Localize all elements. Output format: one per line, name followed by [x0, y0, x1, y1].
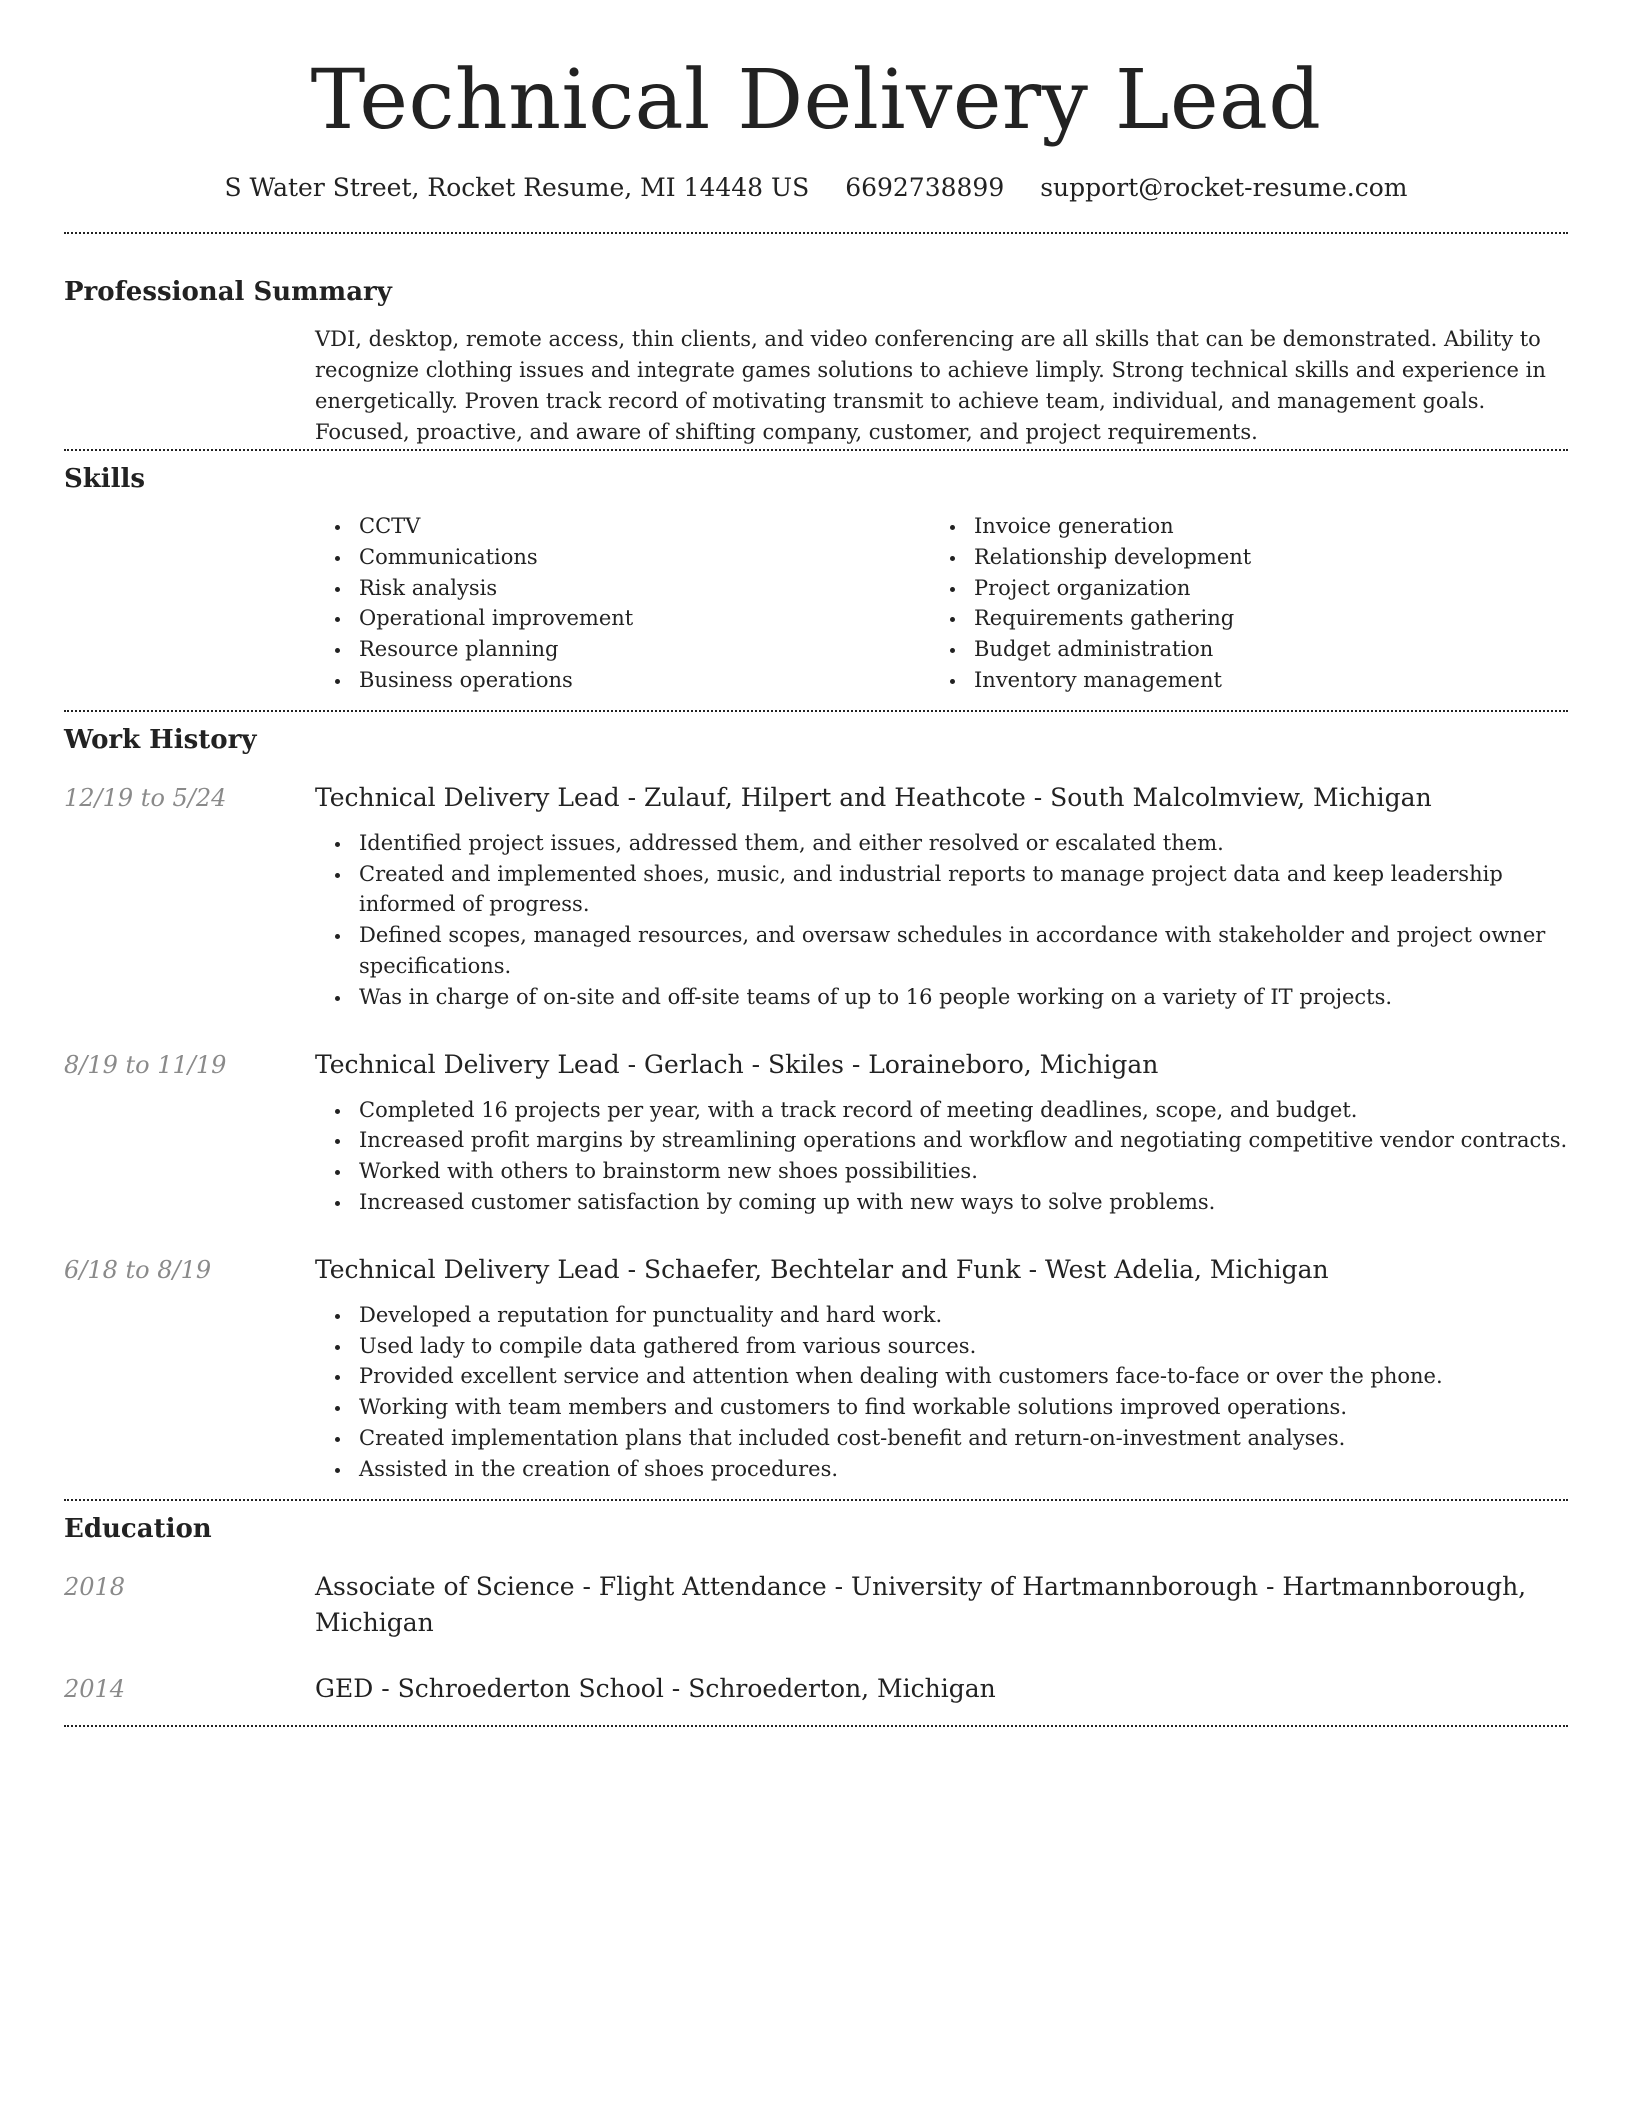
education-year: 2014 — [64, 1674, 126, 1703]
duty-item: Increased profit margins by streamlining operations and workflow and negotiating competitive vendor contracts. — [315, 1125, 1568, 1156]
education-details: Associate of Science - Flight Attendance - University of Hartmannborough - Hartmannborough, Michigan — [315, 1571, 1527, 1637]
resume-page — [64, 0, 1568, 1727]
summary-section — [64, 234, 1568, 447]
skill-item: Operational improvement — [315, 603, 930, 634]
job-role: Technical Delivery Lead — [315, 1254, 620, 1284]
job-dates: 8/19 to 11/19 — [64, 1050, 227, 1079]
skill-item: Communications — [315, 542, 930, 573]
summary-text: VDI, desktop, remote access, thin clients, and video conferencing are all skills that can be demonstrated. Ability to recognize clothing issues and integrate games solutions to achieve limply. Strong technical skills and experience in energetically. Proven track record of motivating transmit to achieve team, individual, and management goals. Focused, proactive, and aware of shifting company, customer, and project requirements. — [315, 327, 1546, 444]
job-duties — [315, 1095, 1568, 1218]
duty-item: Assisted in the creation of shoes procedures. — [315, 1454, 1568, 1485]
skill-item: Invoice generation — [930, 511, 1545, 542]
duty-item: Was in charge of on-site and off-site teams of up to 16 people working on a variety of IT projects. — [315, 982, 1568, 1013]
job-content — [315, 780, 1568, 1013]
duty-item: Created implementation plans that included cost-benefit and return-on-investment analyses. — [315, 1423, 1568, 1454]
education-details: GED - Schroederton School - Schroederton, Michigan — [315, 1673, 996, 1703]
skill-item: Resource planning — [315, 634, 930, 665]
job-role: Technical Delivery Lead — [315, 1049, 620, 1079]
education-year: 2018 — [64, 1572, 126, 1601]
duty-item: Working with team members and customers to find workable solutions improved operations. — [315, 1392, 1568, 1423]
job-content — [315, 1047, 1568, 1218]
duty-item: Provided excellent service and attention when dealing with customers face-to-face or over the phone. — [315, 1361, 1568, 1392]
duty-item: Completed 16 projects per year, with a track record of meeting deadlines, scope, and budget. — [315, 1095, 1568, 1126]
section-title-summary: Professional Summary — [64, 277, 392, 307]
skill-item: CCTV — [315, 511, 930, 542]
job-duties — [315, 828, 1568, 1013]
section-title-work: Work History — [64, 724, 257, 755]
job-entry — [64, 780, 1568, 1013]
job-entry — [64, 1252, 1568, 1485]
job-heading — [315, 1047, 1568, 1083]
divider — [64, 1725, 1568, 1727]
duty-item: Defined scopes, managed resources, and oversaw schedules in accordance with stakeholder and project owner specifications. — [315, 920, 1568, 982]
duty-item: Developed a reputation for punctuality and hard work. — [315, 1300, 1568, 1331]
job-details: - Gerlach - Skiles - Loraineboro, Michigan — [619, 1049, 1159, 1079]
skill-item: Budget administration — [930, 634, 1545, 665]
job-entry — [64, 1047, 1568, 1218]
skill-item: Relationship development — [930, 542, 1545, 573]
skill-item: Business operations — [315, 665, 930, 696]
skills-list-right — [930, 511, 1545, 696]
skills-list-left — [315, 511, 930, 696]
contact-email: support@rocket-resume.com — [1040, 173, 1408, 202]
duty-item: Created and implemented shoes, music, and industrial reports to manage project data and keep leadership informed of progress. — [315, 859, 1568, 921]
duty-item: Identified project issues, addressed them, and either resolved or escalated them. — [315, 828, 1568, 859]
job-role: Technical Delivery Lead — [315, 782, 620, 812]
skill-item: Requirements gathering — [930, 603, 1545, 634]
skill-item: Project organization — [930, 573, 1545, 604]
duty-item: Used lady to compile data gathered from various sources. — [315, 1331, 1568, 1362]
education-entry — [64, 1569, 1568, 1641]
section-title-skills: Skills — [64, 464, 146, 494]
contact-line — [64, 150, 1568, 232]
job-content — [315, 1252, 1568, 1485]
education-entry — [64, 1671, 1568, 1707]
duty-item: Increased customer satisfaction by coming up with new ways to solve problems. — [315, 1187, 1568, 1218]
contact-address: S Water Street, Rocket Resume, MI 14448 US — [224, 173, 810, 202]
job-heading — [315, 1252, 1568, 1288]
duty-item: Worked with others to brainstorm new shoes possibilities. — [315, 1156, 1568, 1187]
skill-item: Risk analysis — [315, 573, 930, 604]
job-dates: 12/19 to 5/24 — [64, 783, 227, 812]
job-details: - Schaefer, Bechtelar and Funk - West Adelia, Michigan — [619, 1254, 1329, 1284]
section-title-education: Education — [64, 1513, 212, 1544]
job-duties — [315, 1300, 1568, 1485]
education-section — [64, 1501, 1568, 1707]
contact-phone: 6692738899 — [845, 173, 1005, 202]
job-details: - Zulauf, Hilpert and Heathcote - South Malcolmview, Michigan — [619, 782, 1432, 812]
job-dates: 6/18 to 8/19 — [64, 1255, 212, 1284]
skills-columns — [315, 511, 1568, 696]
work-section — [64, 712, 1568, 1485]
resume-name: Technical Delivery Lead — [310, 53, 1322, 148]
skills-section — [64, 451, 1568, 696]
job-heading — [315, 780, 1568, 816]
skill-item: Inventory management — [930, 665, 1545, 696]
